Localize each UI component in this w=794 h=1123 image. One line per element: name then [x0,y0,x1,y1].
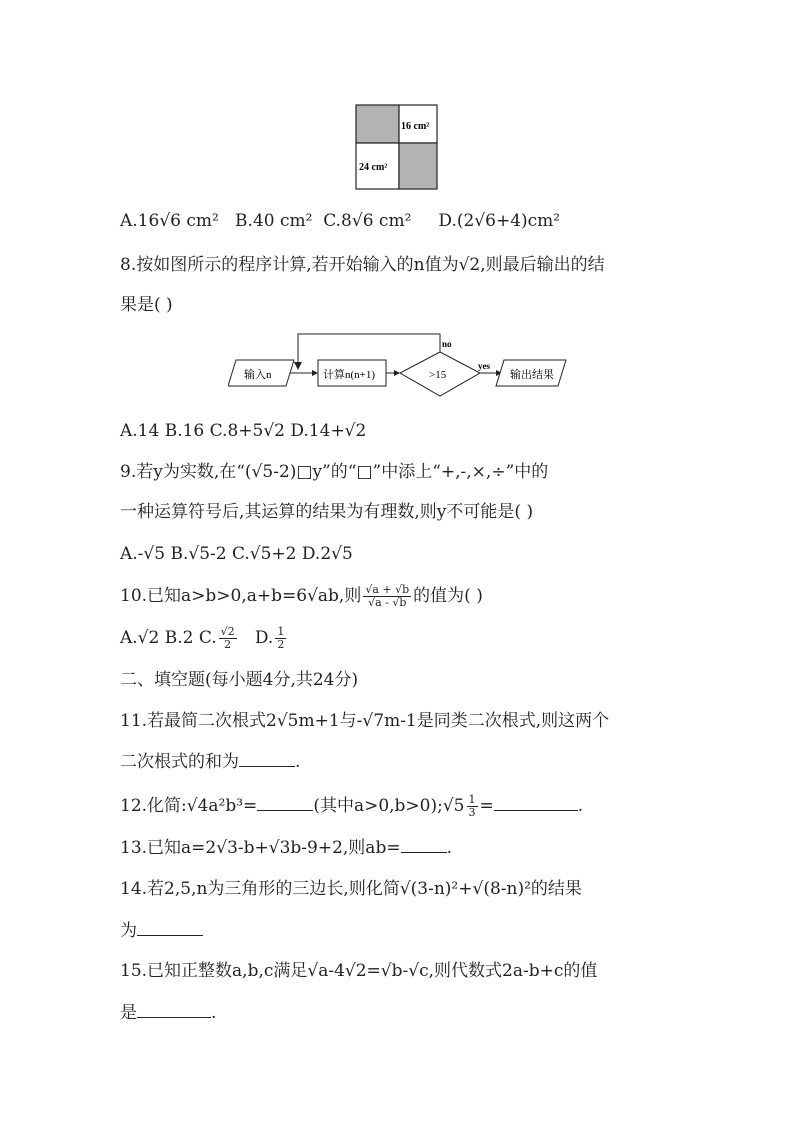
q10-opt-c-num: √2 [220,625,235,638]
q12-middle: (其中a>0,b>0);√5 [313,796,465,816]
q10-frac-den: √a - √b [368,596,407,609]
loop-arrow [294,362,302,370]
q13-prefix: 13.已知a=2√3-b+√3b-9+2,则ab= [120,838,401,858]
q10-opt-d-frac [275,626,286,651]
q7-option-b: B.40 cm² [235,211,313,231]
label-16cm2: 16 cm² [401,121,430,132]
q11-line2-suffix: . [295,752,301,772]
q10-stem [120,584,483,609]
q8-options: A.14 B.16 C.8+5√2 D.14+√2 [120,421,367,441]
q10-opt-d-den: 2 [277,638,285,651]
q10-options [120,626,288,651]
flow-compute-label: 计算n(n+1) [323,369,376,381]
flow-condition-label: >15 [429,369,447,381]
q12-suffix: . [577,796,584,816]
q10-fraction [363,584,411,609]
q10-opt-ab: A.√2 B.2 C. [120,628,217,648]
q10-opt-c-frac [219,626,237,651]
q12-answer-blank-2[interactable] [494,794,578,811]
q7-options [120,209,560,233]
q12-prefix: 12.化简:√4a²b³= [120,796,258,816]
q10-suffix: 的值为( ) [413,586,483,606]
q10-opt-d-num: 1 [277,625,285,638]
q12-line [120,794,583,819]
q12-answer-blank-1[interactable] [257,794,313,811]
q15-answer-blank[interactable] [137,1001,211,1018]
q14-answer-blank[interactable] [137,919,203,936]
q14-line2 [120,919,203,943]
q7-option-d: D.(2√6+4)cm² [438,211,561,231]
shaded-square-top-left [356,105,399,143]
q9-line2: 一种运算符号后,其运算的结果为有理数,则y不可能是( ) [120,502,534,522]
q7-option-a: A.16√6 cm² [120,211,219,231]
q14-line2-prefix: 为 [120,921,137,941]
q15-line1: 15.已知正整数a,b,c满足√a-4√2=√b-√c,则代数式2a-b+c的值 [120,961,598,981]
q15-line2-prefix: 是 [120,1003,137,1023]
squares-figure [355,104,439,190]
q11-answer-blank[interactable] [239,750,295,767]
q12-fraction [467,794,478,819]
flow-yes-label: yes [478,361,490,371]
arrow-head-1 [312,370,318,376]
q10-opt-c-den: 2 [224,638,232,651]
flow-no-label: no [442,339,452,349]
q12-frac-num: 1 [468,793,476,806]
q15-line2-suffix: . [211,1003,217,1023]
q13-line [120,836,452,860]
q10-prefix: 10.已知a>b>0,a+b=6√ab,则 [120,586,362,606]
q7-option-c: C.8√6 cm² [323,211,412,231]
label-24cm2: 24 cm² [359,162,388,173]
q13-answer-blank[interactable] [401,836,447,853]
q11-line2-prefix: 二次根式的和为 [120,752,239,772]
q8-line1: 8.按如图所示的程序计算,若开始输入的n值为√2,则最后输出的结 [120,255,605,275]
flow-input-label: 输入n [244,369,272,381]
q10-opt-d: D. [254,628,274,648]
section2-heading: 二、填空题(每小题4分,共24分) [120,670,359,690]
q15-line2 [120,1001,216,1025]
q11-line1: 11.若最简二次根式2√5m+1与-√7m-1是同类二次根式,则这两个 [120,711,610,731]
q14-line1: 14.若2,5,n为三角形的三边长,则化简√(3-n)²+√(8-n)²的结果 [120,879,582,899]
q11-line2 [120,750,300,774]
q8-line2: 果是( ) [120,295,173,315]
q9-options: A.-√5 B.√5-2 C.√5+2 D.2√5 [120,544,353,564]
q9-line1: 9.若y为实数,在“(√5-2)□y”的“□”中添上“+,-,×,÷”中的 [120,462,549,482]
shaded-square-bottom-right [399,143,437,189]
q10-frac-num: √a + √b [365,583,410,596]
q12-eq: = [479,796,494,816]
q13-suffix: . [446,838,452,858]
flowchart [228,330,568,402]
flow-output-label: 输出结果 [510,369,554,381]
q12-frac-den: 3 [468,806,476,819]
